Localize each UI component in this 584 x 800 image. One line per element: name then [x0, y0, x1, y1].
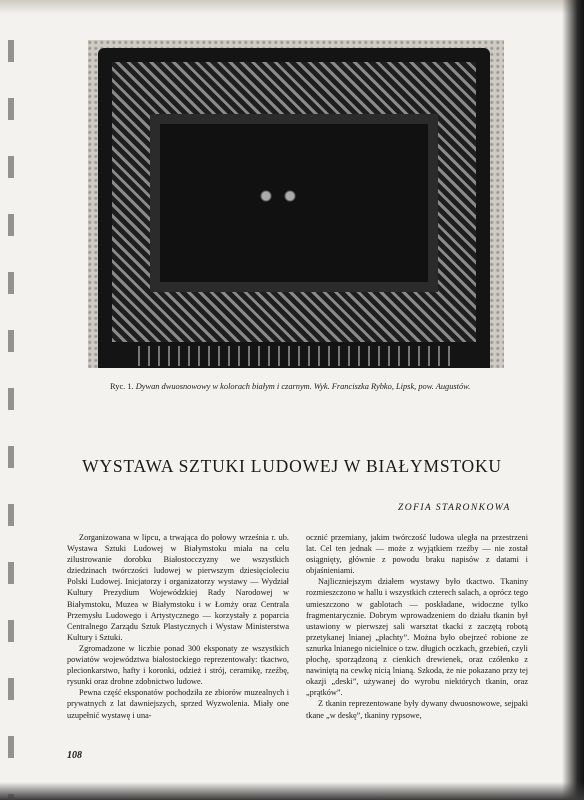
- text-column-left: [67, 532, 289, 721]
- page-number: 108: [67, 750, 82, 761]
- caption-label: Ryc. 1.: [110, 382, 134, 391]
- article-title: WYSTAWA SZTUKI LUDOWEJ W BIAŁYMSTOKU: [82, 456, 502, 476]
- caption-text: Dywan dwuosnowowy w kolorach białym i czarnym. Wyk. Franciszka Rybko, Lipsk, pow. Augustów.: [135, 382, 471, 391]
- rug-photograph: [88, 40, 504, 368]
- figure-caption: [110, 381, 500, 392]
- scan-edge-top: [0, 0, 584, 14]
- scan-edge-bottom: [0, 782, 584, 800]
- paragraph: Pewna część eksponatów pochodziła ze zbiorów muzealnych i prywatnych z lat dawniejszych, sprzed Wyzwolenia. Miały one uzupełnić wystawę i una-: [67, 688, 289, 720]
- binding-marks: [8, 40, 14, 800]
- paragraph: Zgromadzone w liczbie ponad 300 eksponaty ze wszystkich powiatów województwa białostockiego reprezentowały: tkactwo, plecionkarstwo, hafty i koronki, odzież i strój, ceramikę, rzeźbę, rysunki oraz drobne zdobnictwo ludowe.: [67, 643, 289, 687]
- rug-image: [98, 48, 490, 368]
- article-author: ZOFIA STARONKOWA: [398, 502, 511, 513]
- scan-edge-right: [562, 0, 584, 800]
- paragraph-continuation: ocznić przemiany, jakim twórczość ludowa uległa na przestrzeni lat. Cel ten jednak — może z wyjątkiem rzeźby — nie został osiągnięty, głównie z powodu braku napisów z datami i objaśnieniami.: [306, 533, 528, 576]
- rug-fringe: [138, 346, 450, 366]
- paragraph: Najliczniejszym działem wystawy było tkactwo. Tkaniny rozmieszczono w hallu i wszystkich czterech salach, a oprócz tego umieszczono w gablotach — poskładane, widoczne tylko fragmentarycznie. Dobrym wprowadzeniem do działu tkanin był ustawiony w pierwszej sali warsztat tkacki z zaczętą robotą przetykanej lnianej „płachty”. Można było obejrzeć robione ze sznurka lnianego nicielnice o tzw. długich oczkach, grzebień, czyli płochę, sporządzoną z cienkich drewienek, oraz czółenko z nawiniętą na cewkę nicią lnianą. Szkoda, że nie pokazano przy tej okazji „deski”, używanej do wyrobu niektórych tkanin, oraz „prątków”.: [306, 577, 528, 698]
- text-column-right: [306, 532, 528, 721]
- rug-center-motif: [248, 176, 308, 216]
- paragraph: Zorganizowana w lipcu, a trwająca do połowy września r. ub. Wystawa Sztuki Ludowej w Białymstoku miała na celu zilustrowanie dorobku Białostocczyzny we wszystkich dziedzinach twórczości ludowej w pierwszym dziesięcioleciu Polski Ludowej. Inicjatorzy i organizatorzy wystawy — Wydział Kultury Prezydium Wojewódzkiej Rady Narodowej w Białymstoku, Muzea w Białymstoku i w Łomży oraz Centrala Przemysłu Ludowego i Artystycznego — korzystały z poparcia Centralnego Zarządu Sztuk Plastycznych i Wystaw Ministerstwa Kultury i Sztuki.: [67, 533, 289, 642]
- paragraph: Z tkanin reprezentowane były dywany dwuosnowowe, sejpaki tkane „w deskę”, tkaniny rypsowe,: [306, 699, 528, 720]
